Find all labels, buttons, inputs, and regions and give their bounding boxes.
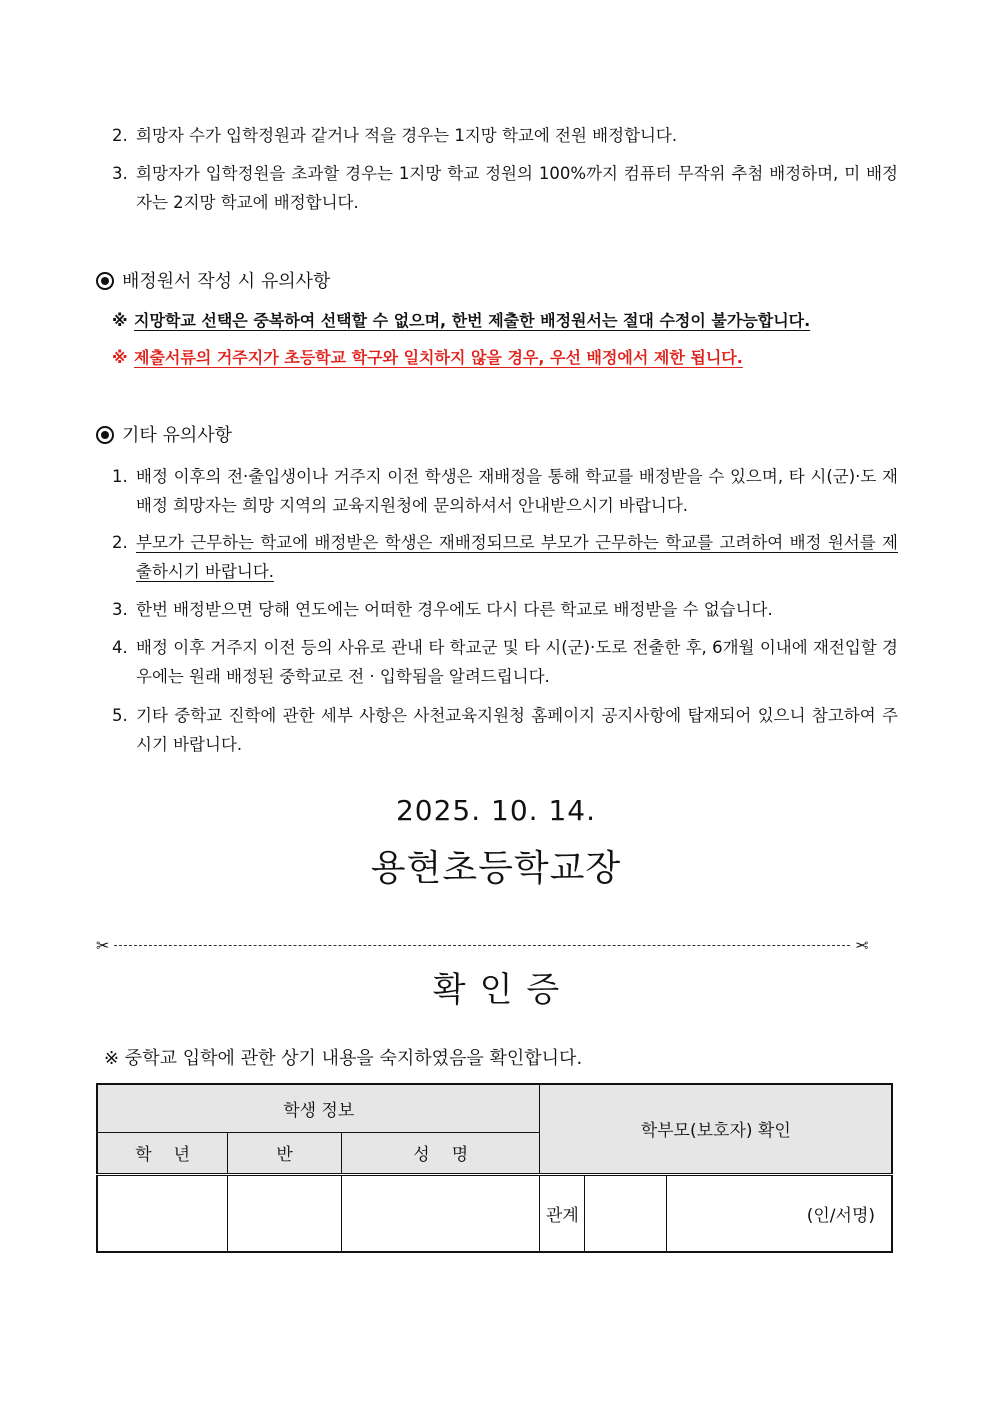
notice-residence-mismatch: [112, 345, 743, 371]
list-number: 5.: [112, 706, 128, 725]
list-number: 3.: [112, 600, 128, 619]
scissors-icon: ✂: [96, 936, 110, 955]
list-number: 2.: [112, 533, 128, 552]
signature-field[interactable]: (인/서명): [667, 1174, 892, 1252]
list-text: 배정 이후 거주지 이전 등의 사유로 관내 타 학교군 및 타 시(군)·도로 전출한 후, 6개월 이내에 재전입할 경우에는 원래 배정된 중학교로 전 · 입학됨을 알려드립니다.: [136, 638, 898, 686]
cut-line: [96, 936, 868, 956]
grade-field[interactable]: [97, 1174, 228, 1252]
reference-mark: ※: [112, 348, 128, 367]
other-notes-item-2: [112, 528, 898, 586]
other-notes-item-1: [112, 462, 898, 520]
relation-field[interactable]: [585, 1174, 667, 1252]
issue-date: 2025. 10. 14.: [395, 794, 597, 827]
list-item-3: [112, 159, 898, 217]
list-number: 4.: [112, 638, 128, 657]
circle-bullet-icon: [96, 426, 114, 444]
acknowledgement-text: ※ 중학교 입학에 관한 상기 내용을 숙지하였음을 확인합니다.: [104, 1048, 583, 1069]
section-heading-application-notes: [96, 269, 330, 295]
notice-duplicate-selection: [112, 308, 810, 334]
name-field[interactable]: [341, 1174, 540, 1252]
parent-confirm-header: 학부모(보호자) 확인: [540, 1084, 892, 1174]
class-header: 반: [228, 1132, 342, 1174]
list-text: 부모가 근무하는 학교에 배정받은 학생은 재배정되므로 부모가 근무하는 학교를 고려하여 배정 원서를 제출하시기 바랍니다.: [136, 533, 898, 581]
scissors-icon: ✂: [854, 936, 868, 955]
list-number: 1.: [112, 467, 128, 486]
confirmation-title: 확인증: [432, 970, 574, 1010]
list-text: 배정 이후의 전·출입생이나 거주지 이전 학생은 재배정을 통해 학교를 배정받을 수 있으며, 타 시(군)·도 재배정 희망자는 희망 지역의 교육지원청에 문의하셔서 안내받으시기 바랍니다.: [136, 467, 898, 515]
notice-text: 제출서류의 거주지가 초등학교 학구와 일치하지 않을 경우, 우선 배정에서 제한 됩니다.: [134, 348, 743, 367]
dashed-line: [114, 945, 850, 946]
section-heading-other-notes: [96, 423, 232, 449]
list-text: 희망자 수가 입학정원과 같거나 적을 경우는 1지망 학교에 전원 배정합니다.: [136, 126, 678, 145]
list-number: 3.: [112, 164, 128, 183]
section-heading-text: 기타 유의사항: [122, 425, 233, 446]
section-heading-text: 배정원서 작성 시 유의사항: [122, 271, 331, 292]
other-notes-item-5: [112, 701, 898, 759]
name-header: 성명: [341, 1132, 540, 1174]
reference-mark: ※: [112, 311, 128, 330]
list-text: 희망자가 입학정원을 초과할 경우는 1지망 학교 정원의 100%까지 컴퓨터 무작위 추첨 배정하며, 미 배정자는 2지망 학교에 배정합니다.: [136, 164, 898, 212]
list-text: 한번 배정받으면 당해 연도에는 어떠한 경우에도 다시 다른 학교로 배정받을 수 없습니다.: [136, 600, 773, 619]
list-text: 기타 중학교 진학에 관한 세부 사항은 사천교육지원청 홈페이지 공지사항에 탑재되어 있으니 참고하여 주시기 바랍니다.: [136, 706, 898, 754]
notice-text: 지망학교 선택은 중복하여 선택할 수 없으며, 한번 제출한 배정원서는 절대 수정이 불가능합니다.: [134, 311, 811, 330]
student-info-header: 학생 정보: [97, 1084, 540, 1132]
confirmation-table: [96, 1083, 893, 1253]
circle-bullet-icon: [96, 272, 114, 290]
grade-header: 학년: [97, 1132, 228, 1174]
class-field[interactable]: [228, 1174, 342, 1252]
list-number: 2.: [112, 126, 128, 145]
relation-label: 관계: [540, 1174, 585, 1252]
other-notes-item-4: [112, 633, 898, 691]
school-principal: 용현초등학교장: [370, 848, 622, 889]
other-notes-item-3: [112, 595, 898, 624]
list-item-2: [112, 121, 898, 150]
